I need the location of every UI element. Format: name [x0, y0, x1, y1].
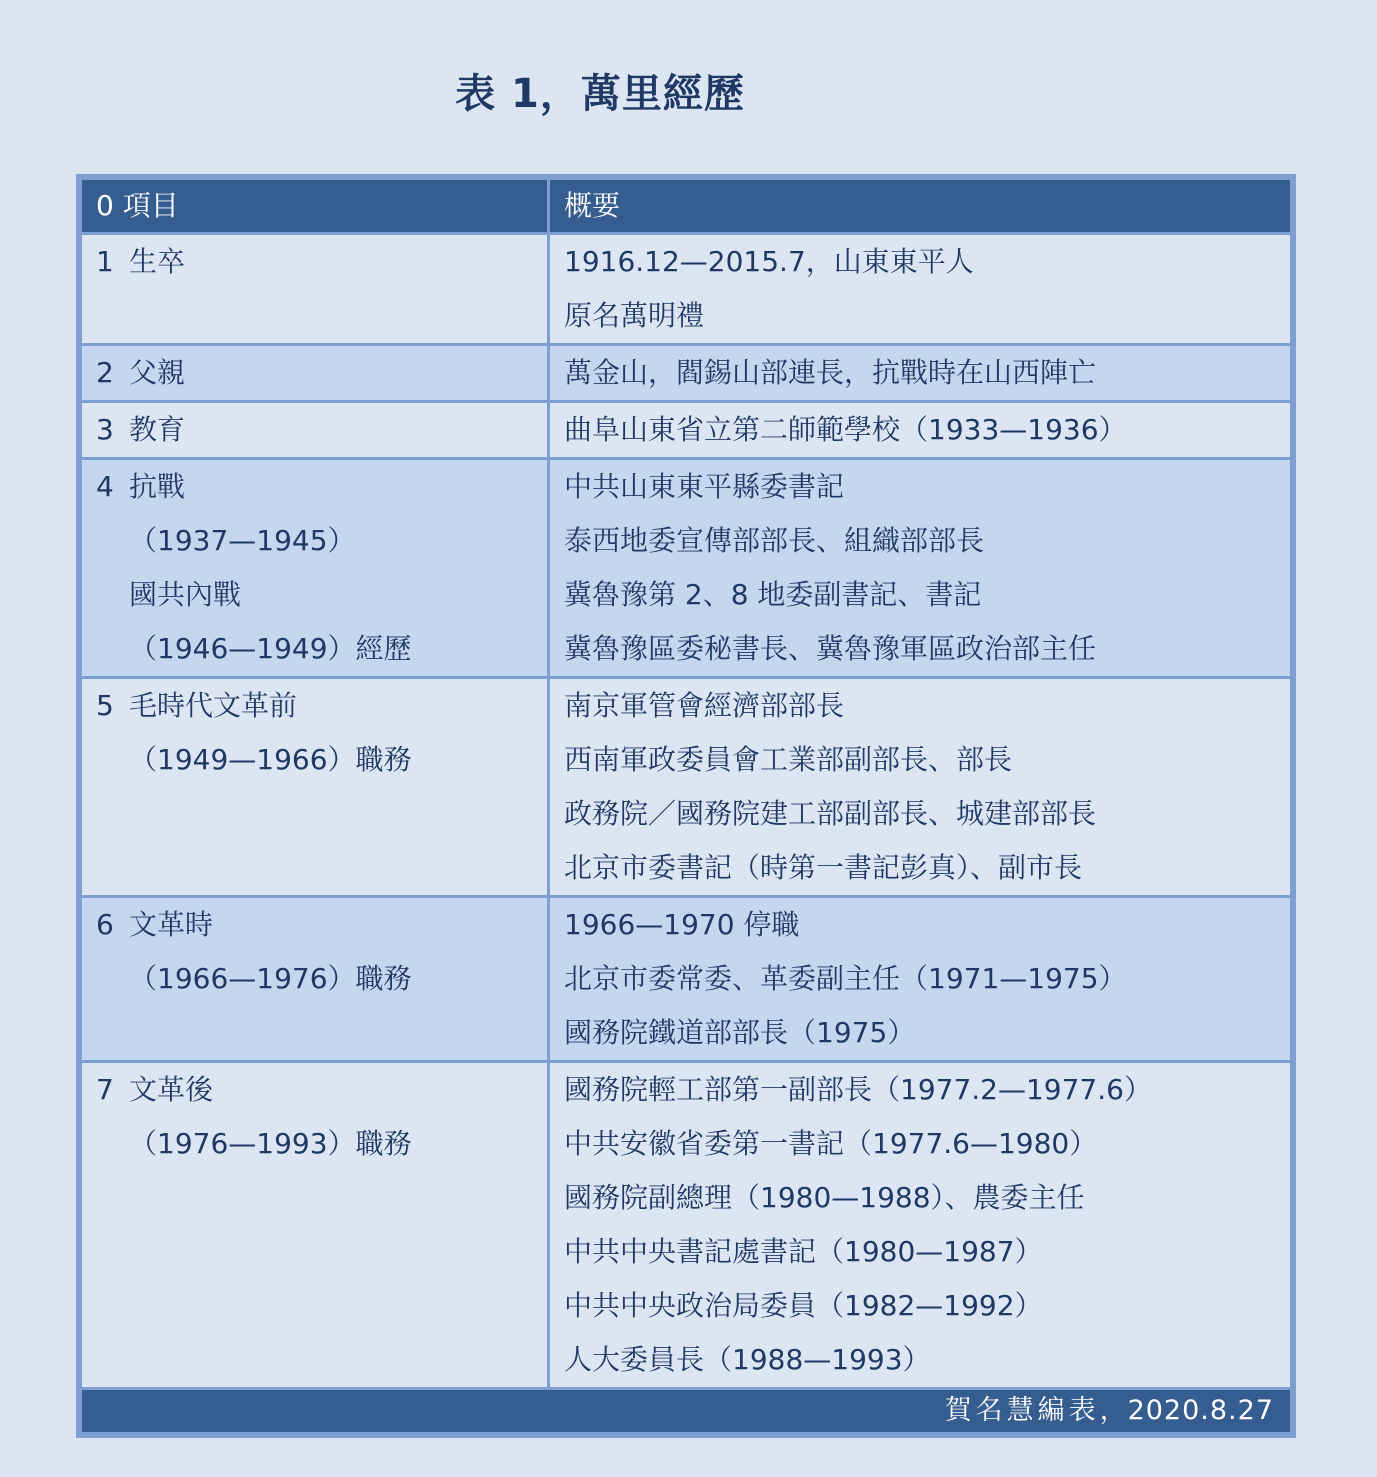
item-text: 毛時代文革前	[129, 689, 298, 722]
summary-line: 國務院鐵道部部長（1975）	[564, 1016, 916, 1049]
row-number: 7	[96, 1073, 114, 1106]
table-title: 表 1，萬里經歷	[455, 71, 745, 117]
row-number: 6	[96, 908, 114, 941]
summary-line: 國務院副總理（1980—1988）、農委主任	[564, 1181, 1085, 1214]
row-number: 4	[96, 470, 114, 503]
summary-line: 政務院／國務院建工部副部長、城建部部長	[564, 797, 1097, 830]
summary-cell	[549, 678, 1292, 897]
item-text: （1946—1949）經歷	[129, 632, 412, 665]
career-table	[76, 174, 1296, 1438]
summary-line: 人大委員長（1988—1993）	[564, 1343, 931, 1376]
summary-line: 中共中央政治局委員（1982—1992）	[564, 1289, 1043, 1322]
item-cell	[81, 459, 549, 678]
summary-cell	[549, 345, 1292, 402]
table-row	[81, 459, 1292, 678]
summary-line: 1966—1970 停職	[564, 908, 800, 941]
row-number: 2	[96, 356, 114, 389]
summary-line: 冀魯豫區委秘書長、冀魯豫軍區政治部主任	[564, 632, 1097, 665]
table-row	[81, 1062, 1292, 1389]
table-row	[81, 402, 1292, 459]
summary-line: 北京市委常委、革委副主任（1971—1975）	[564, 962, 1127, 995]
summary-line: 泰西地委宣傳部部長、組織部部長	[564, 524, 985, 557]
summary-cell	[549, 897, 1292, 1062]
summary-line: 中共山東東平縣委書記	[564, 470, 845, 503]
summary-line: 西南軍政委員會工業部副部長、部長	[564, 743, 1013, 776]
item-text: 生卒	[129, 245, 186, 278]
summary-cell	[549, 459, 1292, 678]
footer-date: ，2020.8.27	[1099, 1395, 1274, 1426]
summary-line: 萬金山，閻錫山部連長，抗戰時在山西陣亡	[564, 356, 1097, 389]
row-number: 1	[96, 245, 114, 278]
item-cell	[81, 1062, 549, 1389]
item-text: 文革時	[129, 908, 214, 941]
item-text: 國共內戰	[129, 578, 242, 611]
item-text: 教育	[129, 413, 186, 446]
summary-line: 北京市委書記（時第一書記彭真）、副市長	[564, 851, 1083, 884]
summary-line: 冀魯豫第 2、8 地委副書記、書記	[564, 578, 982, 611]
header-item: 0 項目	[81, 179, 549, 234]
summary-cell	[549, 1062, 1292, 1389]
header-row	[81, 179, 1292, 234]
item-cell	[81, 897, 549, 1062]
item-cell	[81, 234, 549, 345]
row-number: 3	[96, 413, 114, 446]
item-text: （1966—1976）職務	[129, 962, 412, 995]
item-text: （1976—1993）職務	[129, 1127, 412, 1160]
summary-line: 國務院輕工部第一副部長（1977.2—1977.6）	[564, 1073, 1152, 1106]
footer-author: 賀名慧編表	[944, 1395, 1100, 1426]
table-row	[81, 678, 1292, 897]
item-text: （1937—1945）	[129, 524, 356, 557]
item-cell	[81, 678, 549, 897]
item-text: 抗戰	[129, 470, 186, 503]
summary-line: 曲阜山東省立第二師範學校（1933—1936）	[564, 413, 1127, 446]
item-text: 文革後	[129, 1073, 214, 1106]
item-text: （1949—1966）職務	[129, 743, 412, 776]
item-cell	[81, 345, 549, 402]
summary-cell	[549, 402, 1292, 459]
header-summary: 概要	[549, 179, 1292, 234]
item-cell	[81, 402, 549, 459]
summary-line: 原名萬明禮	[564, 299, 705, 332]
summary-line: 中共中央書記處書記（1980—1987）	[564, 1235, 1043, 1268]
item-text: 父親	[129, 356, 186, 389]
table-row	[81, 345, 1292, 402]
summary-line: 1916.12—2015.7，山東東平人	[564, 245, 974, 278]
table-row	[81, 897, 1292, 1062]
table-row	[81, 234, 1292, 345]
footer-credit	[81, 1389, 1292, 1434]
row-number: 5	[96, 689, 114, 722]
footer-row	[81, 1389, 1292, 1434]
summary-line: 中共安徽省委第一書記（1977.6—1980）	[564, 1127, 1098, 1160]
summary-cell	[549, 234, 1292, 345]
summary-line: 南京軍管會經濟部部長	[564, 689, 845, 722]
